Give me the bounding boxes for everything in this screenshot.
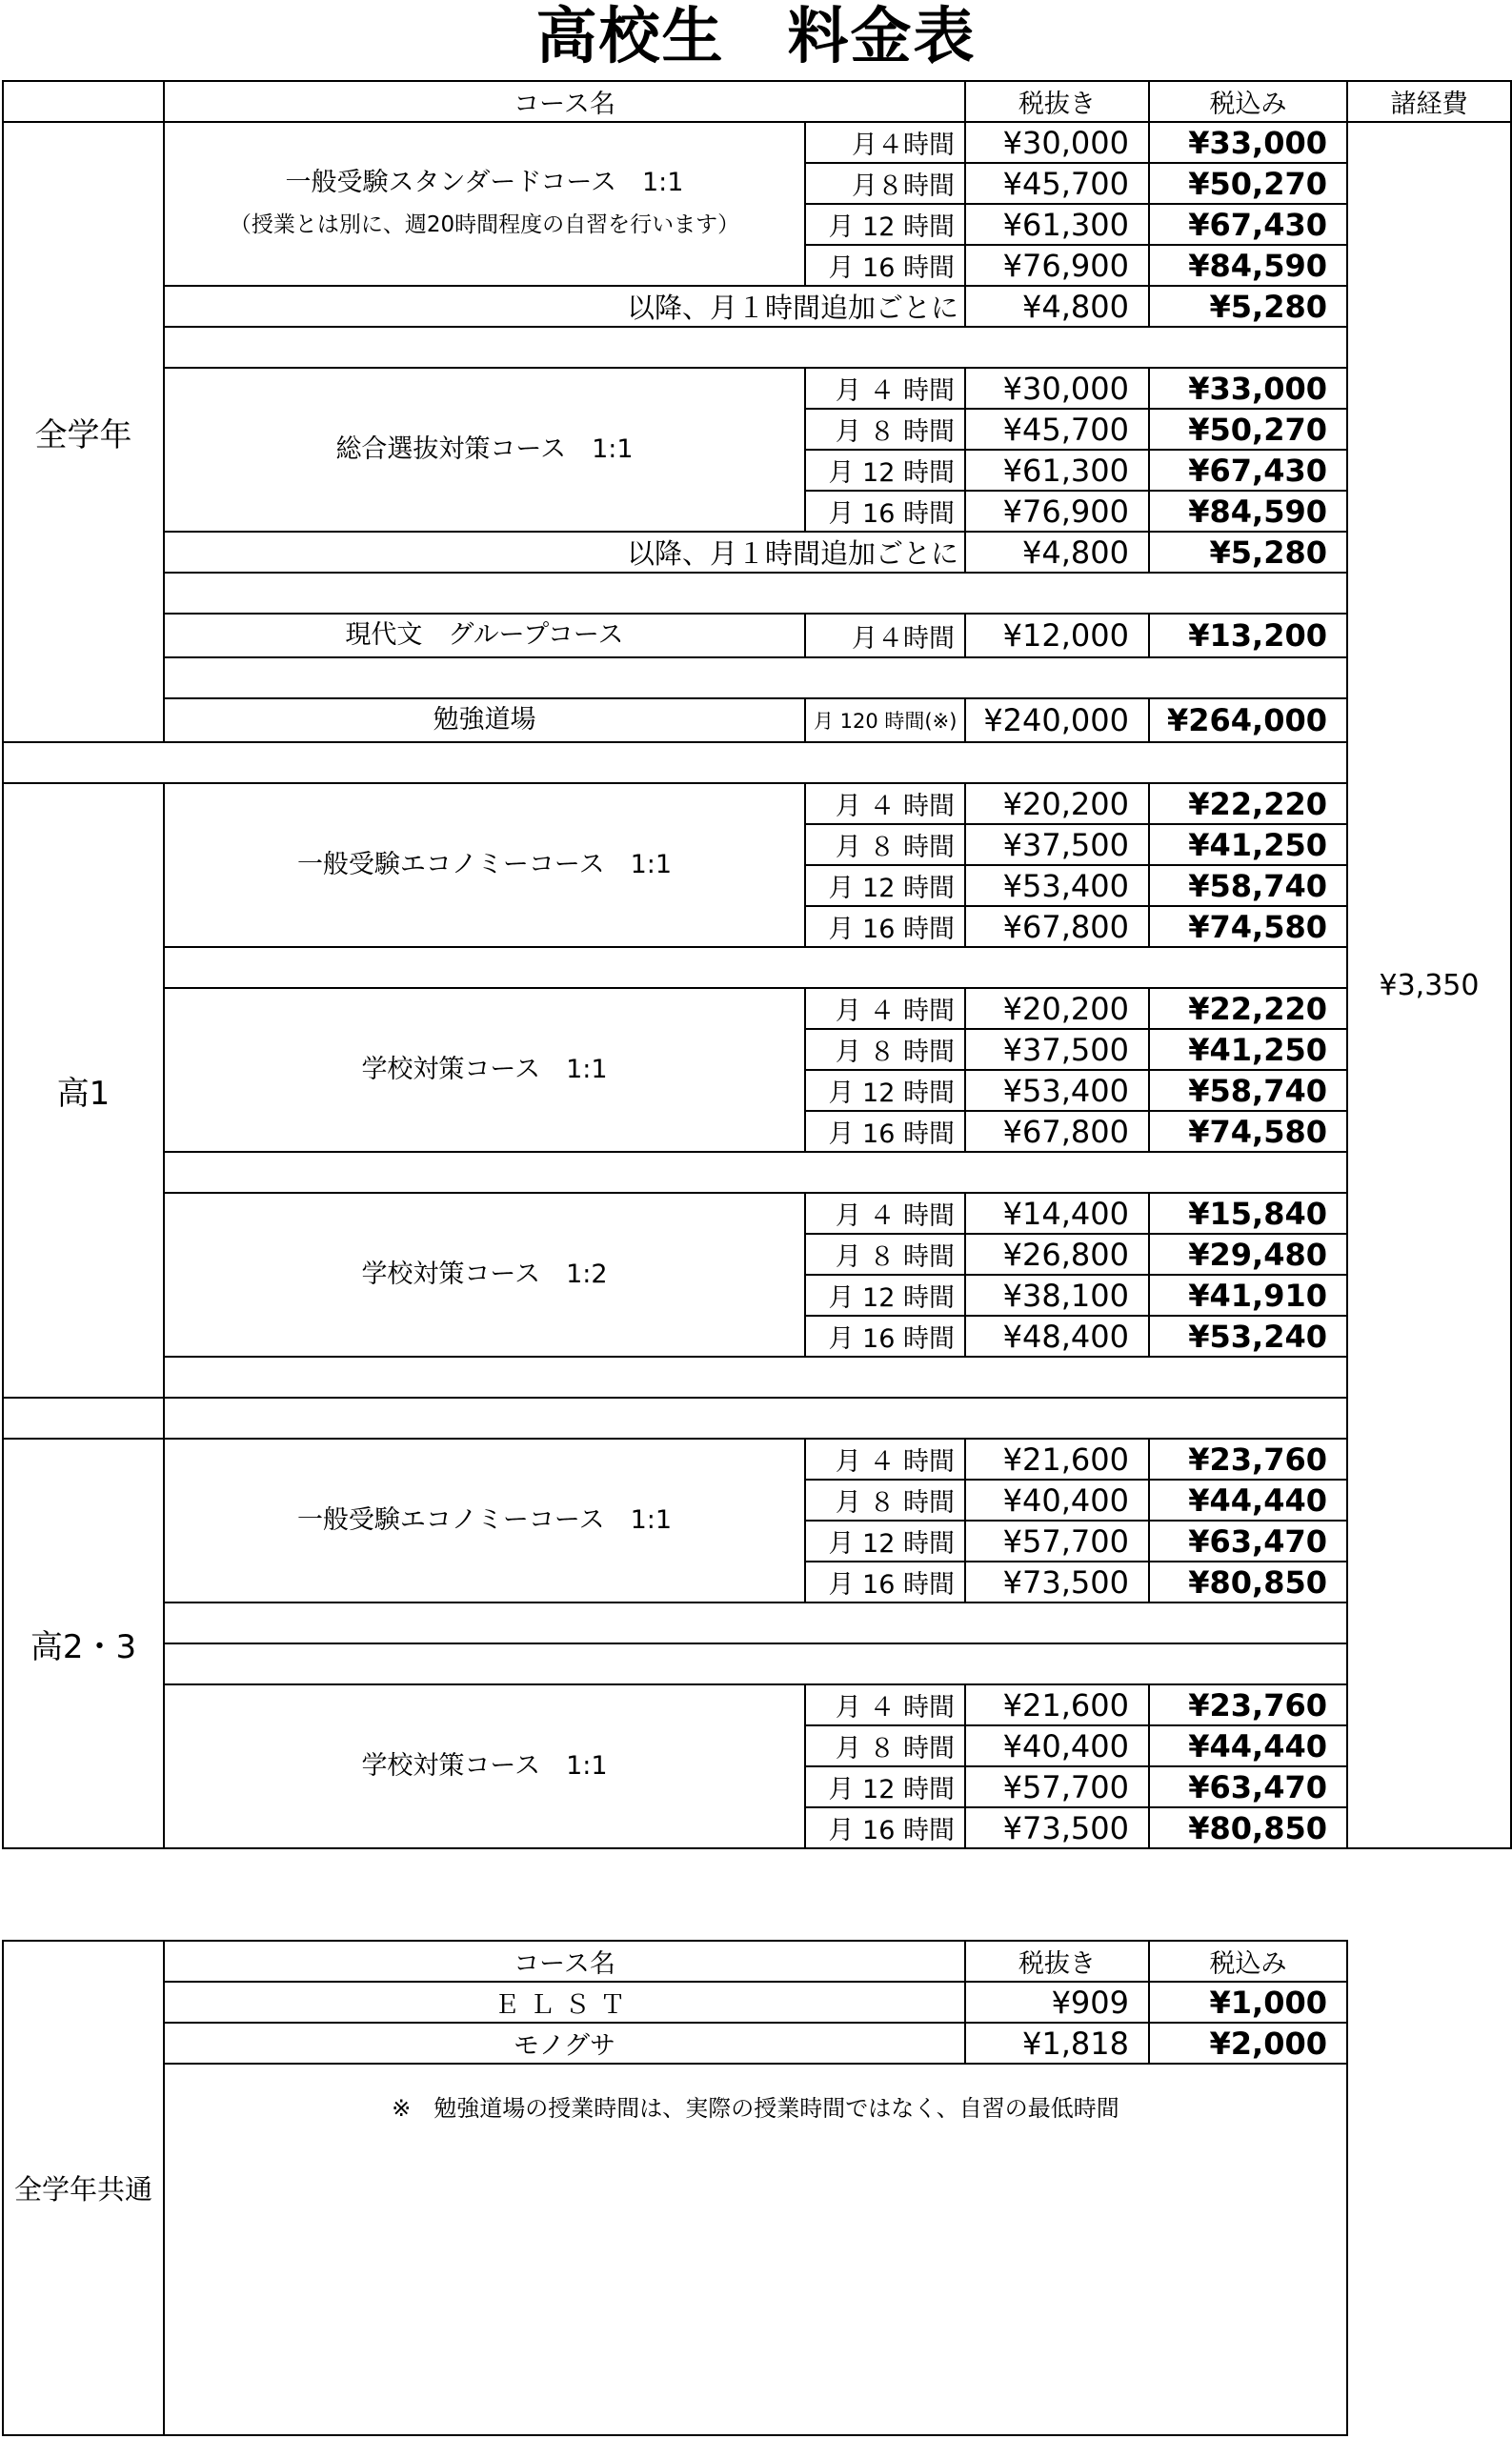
- price-incl: ¥63,470: [1149, 1766, 1347, 1807]
- spacer-row: [3, 742, 1511, 783]
- price-incl: ¥58,740: [1149, 865, 1347, 906]
- table-row: [3, 783, 1511, 824]
- price-excl: ¥37,500: [965, 824, 1149, 865]
- spacer-row: [3, 947, 1511, 988]
- course-comprehensive: 総合選抜対策コース 1:1: [164, 368, 805, 532]
- price-excl: ¥37,500: [965, 1029, 1149, 1070]
- hours-cell: 月 12 時間: [805, 865, 965, 906]
- header-course-name: コース名: [164, 1941, 965, 1982]
- hours-cell: 月 ４ 時間: [805, 368, 965, 409]
- hours-cell: 月 ４ 時間: [805, 783, 965, 824]
- price-incl: ¥2,000: [1149, 2023, 1347, 2064]
- hours-cell: 月 16 時間: [805, 1111, 965, 1152]
- blank-cell: [164, 1152, 1347, 1193]
- price-excl: ¥21,600: [965, 1684, 1149, 1725]
- price-incl: ¥33,000: [1149, 122, 1347, 163]
- misc-fee-cell: ¥3,350: [1347, 122, 1511, 1848]
- header-course-name: コース名: [164, 81, 965, 122]
- grade-all-common: 全学年共通: [3, 1941, 164, 2435]
- price-excl: ¥45,700: [965, 163, 1149, 204]
- price-excl: ¥4,800: [965, 532, 1149, 573]
- hours-cell: 月 ８ 時間: [805, 824, 965, 865]
- price-excl: ¥67,800: [965, 906, 1149, 947]
- hours-cell: 月 16 時間: [805, 1807, 965, 1848]
- blank-cell: [164, 1643, 1347, 1684]
- price-excl: ¥26,800: [965, 1234, 1149, 1275]
- header-tax-excluded: 税抜き: [965, 81, 1149, 122]
- header-blank: [3, 81, 164, 122]
- hours-cell: 月 ８ 時間: [805, 1234, 965, 1275]
- hours-cell: 月４時間: [805, 614, 965, 657]
- spacer-row: [3, 1152, 1511, 1193]
- price-excl: ¥76,900: [965, 491, 1149, 532]
- hours-cell: 月 16 時間: [805, 1562, 965, 1602]
- table-row: [3, 368, 1511, 409]
- price-excl: ¥909: [965, 1982, 1149, 2023]
- course-standard-note: （授業とは別に、週20時間程度の自習を行います）: [229, 212, 740, 237]
- price-incl: ¥53,240: [1149, 1316, 1347, 1357]
- price-incl: ¥1,000: [1149, 1982, 1347, 2023]
- course-standard-name: 一般受験スタンダードコース 1:1: [285, 168, 684, 197]
- course-dojo: 勉強道場: [164, 698, 805, 742]
- price-incl: ¥33,000: [1149, 368, 1347, 409]
- price-incl: ¥13,200: [1149, 614, 1347, 657]
- price-excl: ¥1,818: [965, 2023, 1149, 2064]
- price-incl: ¥22,220: [1149, 988, 1347, 1029]
- price-incl: ¥23,760: [1149, 1439, 1347, 1480]
- blank-cell: [164, 947, 1347, 988]
- price-excl: ¥73,500: [965, 1562, 1149, 1602]
- table-row: [3, 614, 1511, 657]
- hours-cell: 月 16 時間: [805, 491, 965, 532]
- hours-cell: 月 ８ 時間: [805, 409, 965, 450]
- grade-k23: 高2・3: [3, 1439, 164, 1848]
- price-incl: ¥5,280: [1149, 532, 1347, 573]
- course-modern-japanese: 現代文 グループコース: [164, 614, 805, 657]
- hours-cell: 月 ８ 時間: [805, 1480, 965, 1521]
- price-excl: ¥40,400: [965, 1725, 1149, 1766]
- course-standard: [164, 122, 805, 286]
- hours-cell: 月 ８ 時間: [805, 1725, 965, 1766]
- price-incl: ¥44,440: [1149, 1480, 1347, 1521]
- page-title: 高校生 料金表: [535, 2, 977, 72]
- price-incl: ¥84,590: [1149, 491, 1347, 532]
- note-row: [3, 2064, 1347, 2435]
- additional-hour-label: 以降、月１時間追加ごとに: [164, 286, 965, 327]
- price-excl: ¥76,900: [965, 245, 1149, 286]
- price-excl: ¥61,300: [965, 450, 1149, 491]
- common-fee-table: [2, 1940, 1348, 2436]
- header-misc-fees: 諸経費: [1347, 81, 1511, 122]
- price-excl: ¥4,800: [965, 286, 1149, 327]
- blank-cell: [164, 657, 1347, 698]
- common-item-name: モノグサ: [164, 2023, 965, 2064]
- price-incl: ¥264,000: [1149, 698, 1347, 742]
- header-tax-included: 税込み: [1149, 81, 1347, 122]
- price-excl: ¥38,100: [965, 1275, 1149, 1316]
- spacer-row: [3, 1357, 1511, 1398]
- price-excl: ¥12,000: [965, 614, 1149, 657]
- hours-cell: 月 ４ 時間: [805, 1439, 965, 1480]
- price-incl: ¥22,220: [1149, 783, 1347, 824]
- hours-cell: 月 120 時間(※): [805, 698, 965, 742]
- table-header-row: [3, 81, 1511, 122]
- blank-cell: [164, 1602, 1347, 1643]
- spacer-row: [3, 657, 1511, 698]
- price-incl: ¥5,280: [1149, 286, 1347, 327]
- grade-k1: 高1: [3, 783, 164, 1398]
- course-k1-school-1to1: 学校対策コース 1:1: [164, 988, 805, 1152]
- price-incl: ¥74,580: [1149, 906, 1347, 947]
- price-incl: ¥15,840: [1149, 1193, 1347, 1234]
- price-excl: ¥53,400: [965, 865, 1149, 906]
- course-k1-economy: 一般受験エコノミーコース 1:1: [164, 783, 805, 947]
- table-row: [3, 698, 1511, 742]
- course-k1-school-1to2: 学校対策コース 1:2: [164, 1193, 805, 1357]
- table-row: [3, 532, 1511, 573]
- price-excl: ¥57,700: [965, 1521, 1149, 1562]
- price-incl: ¥80,850: [1149, 1562, 1347, 1602]
- table-row: [3, 1193, 1511, 1234]
- hours-cell: 月 12 時間: [805, 450, 965, 491]
- common-item-name: ＥＬＳＴ: [164, 1982, 965, 2023]
- price-incl: ¥50,270: [1149, 163, 1347, 204]
- header-tax-included: 税込み: [1149, 1941, 1347, 1982]
- price-excl: ¥30,000: [965, 368, 1149, 409]
- hours-cell: 月 16 時間: [805, 1316, 965, 1357]
- table-row: [3, 286, 1511, 327]
- hours-cell: 月 16 時間: [805, 906, 965, 947]
- price-excl: ¥40,400: [965, 1480, 1149, 1521]
- table-row: [3, 1982, 1347, 2023]
- price-incl: ¥41,250: [1149, 824, 1347, 865]
- hours-cell: 月 12 時間: [805, 1521, 965, 1562]
- price-incl: ¥84,590: [1149, 245, 1347, 286]
- blank-cell: [164, 1357, 1347, 1398]
- price-incl: ¥41,250: [1149, 1029, 1347, 1070]
- hours-cell: 月４時間: [805, 122, 965, 163]
- price-excl: ¥45,700: [965, 409, 1149, 450]
- hours-cell: 月 16 時間: [805, 245, 965, 286]
- price-excl: ¥57,700: [965, 1766, 1149, 1807]
- spacer-row: [3, 327, 1511, 368]
- price-incl: ¥50,270: [1149, 409, 1347, 450]
- price-incl: ¥29,480: [1149, 1234, 1347, 1275]
- hours-cell: 月 ４ 時間: [805, 988, 965, 1029]
- course-k23-economy: 一般受験エコノミーコース 1:1: [164, 1439, 805, 1602]
- table-row: [3, 1684, 1511, 1725]
- price-incl: ¥63,470: [1149, 1521, 1347, 1562]
- price-incl: ¥67,430: [1149, 450, 1347, 491]
- price-excl: ¥53,400: [965, 1070, 1149, 1111]
- price-excl: ¥73,500: [965, 1807, 1149, 1848]
- spacer-row: [3, 1602, 1511, 1643]
- spacer-row: [3, 1398, 1511, 1439]
- price-incl: ¥58,740: [1149, 1070, 1347, 1111]
- blank-cell: [3, 1398, 164, 1439]
- additional-hour-label: 以降、月１時間追加ごとに: [164, 532, 965, 573]
- price-excl: ¥48,400: [965, 1316, 1149, 1357]
- price-excl: ¥20,200: [965, 783, 1149, 824]
- price-excl: ¥240,000: [965, 698, 1149, 742]
- table-row: [3, 2023, 1347, 2064]
- header-tax-excluded: 税抜き: [965, 1941, 1149, 1982]
- hours-cell: 月 ８ 時間: [805, 1029, 965, 1070]
- price-incl: ¥44,440: [1149, 1725, 1347, 1766]
- table-row: [3, 988, 1511, 1029]
- blank-cell: [164, 1398, 1347, 1439]
- price-incl: ¥41,910: [1149, 1275, 1347, 1316]
- blank-cell: [3, 742, 1347, 783]
- table-header-row: [3, 1941, 1347, 1982]
- price-incl: ¥80,850: [1149, 1807, 1347, 1848]
- hours-cell: 月 12 時間: [805, 1275, 965, 1316]
- spacer-row: [3, 573, 1511, 614]
- price-incl: ¥23,760: [1149, 1684, 1347, 1725]
- hours-cell: 月８時間: [805, 163, 965, 204]
- price-excl: ¥30,000: [965, 122, 1149, 163]
- table-row: [3, 1439, 1511, 1480]
- price-excl: ¥61,300: [965, 204, 1149, 245]
- price-excl: ¥20,200: [965, 988, 1149, 1029]
- price-incl: ¥74,580: [1149, 1111, 1347, 1152]
- hours-cell: 月 12 時間: [805, 1070, 965, 1111]
- footnote: ※ 勉強道場の授業時間は、実際の授業時間ではなく、自習の最低時間: [164, 2064, 1347, 2435]
- price-incl: ¥67,430: [1149, 204, 1347, 245]
- price-excl: ¥21,600: [965, 1439, 1149, 1480]
- hours-cell: 月 12 時間: [805, 204, 965, 245]
- table-row: [3, 122, 1511, 163]
- spacer-row: [3, 1643, 1511, 1684]
- grade-all: 全学年: [3, 122, 164, 742]
- price-excl: ¥67,800: [965, 1111, 1149, 1152]
- hours-cell: 月 ４ 時間: [805, 1684, 965, 1725]
- hours-cell: 月 ４ 時間: [805, 1193, 965, 1234]
- fee-table: [2, 80, 1512, 1849]
- blank-cell: [164, 573, 1347, 614]
- blank-cell: [164, 327, 1347, 368]
- hours-cell: 月 12 時間: [805, 1766, 965, 1807]
- course-k23-school-1to1: 学校対策コース 1:1: [164, 1684, 805, 1848]
- price-excl: ¥14,400: [965, 1193, 1149, 1234]
